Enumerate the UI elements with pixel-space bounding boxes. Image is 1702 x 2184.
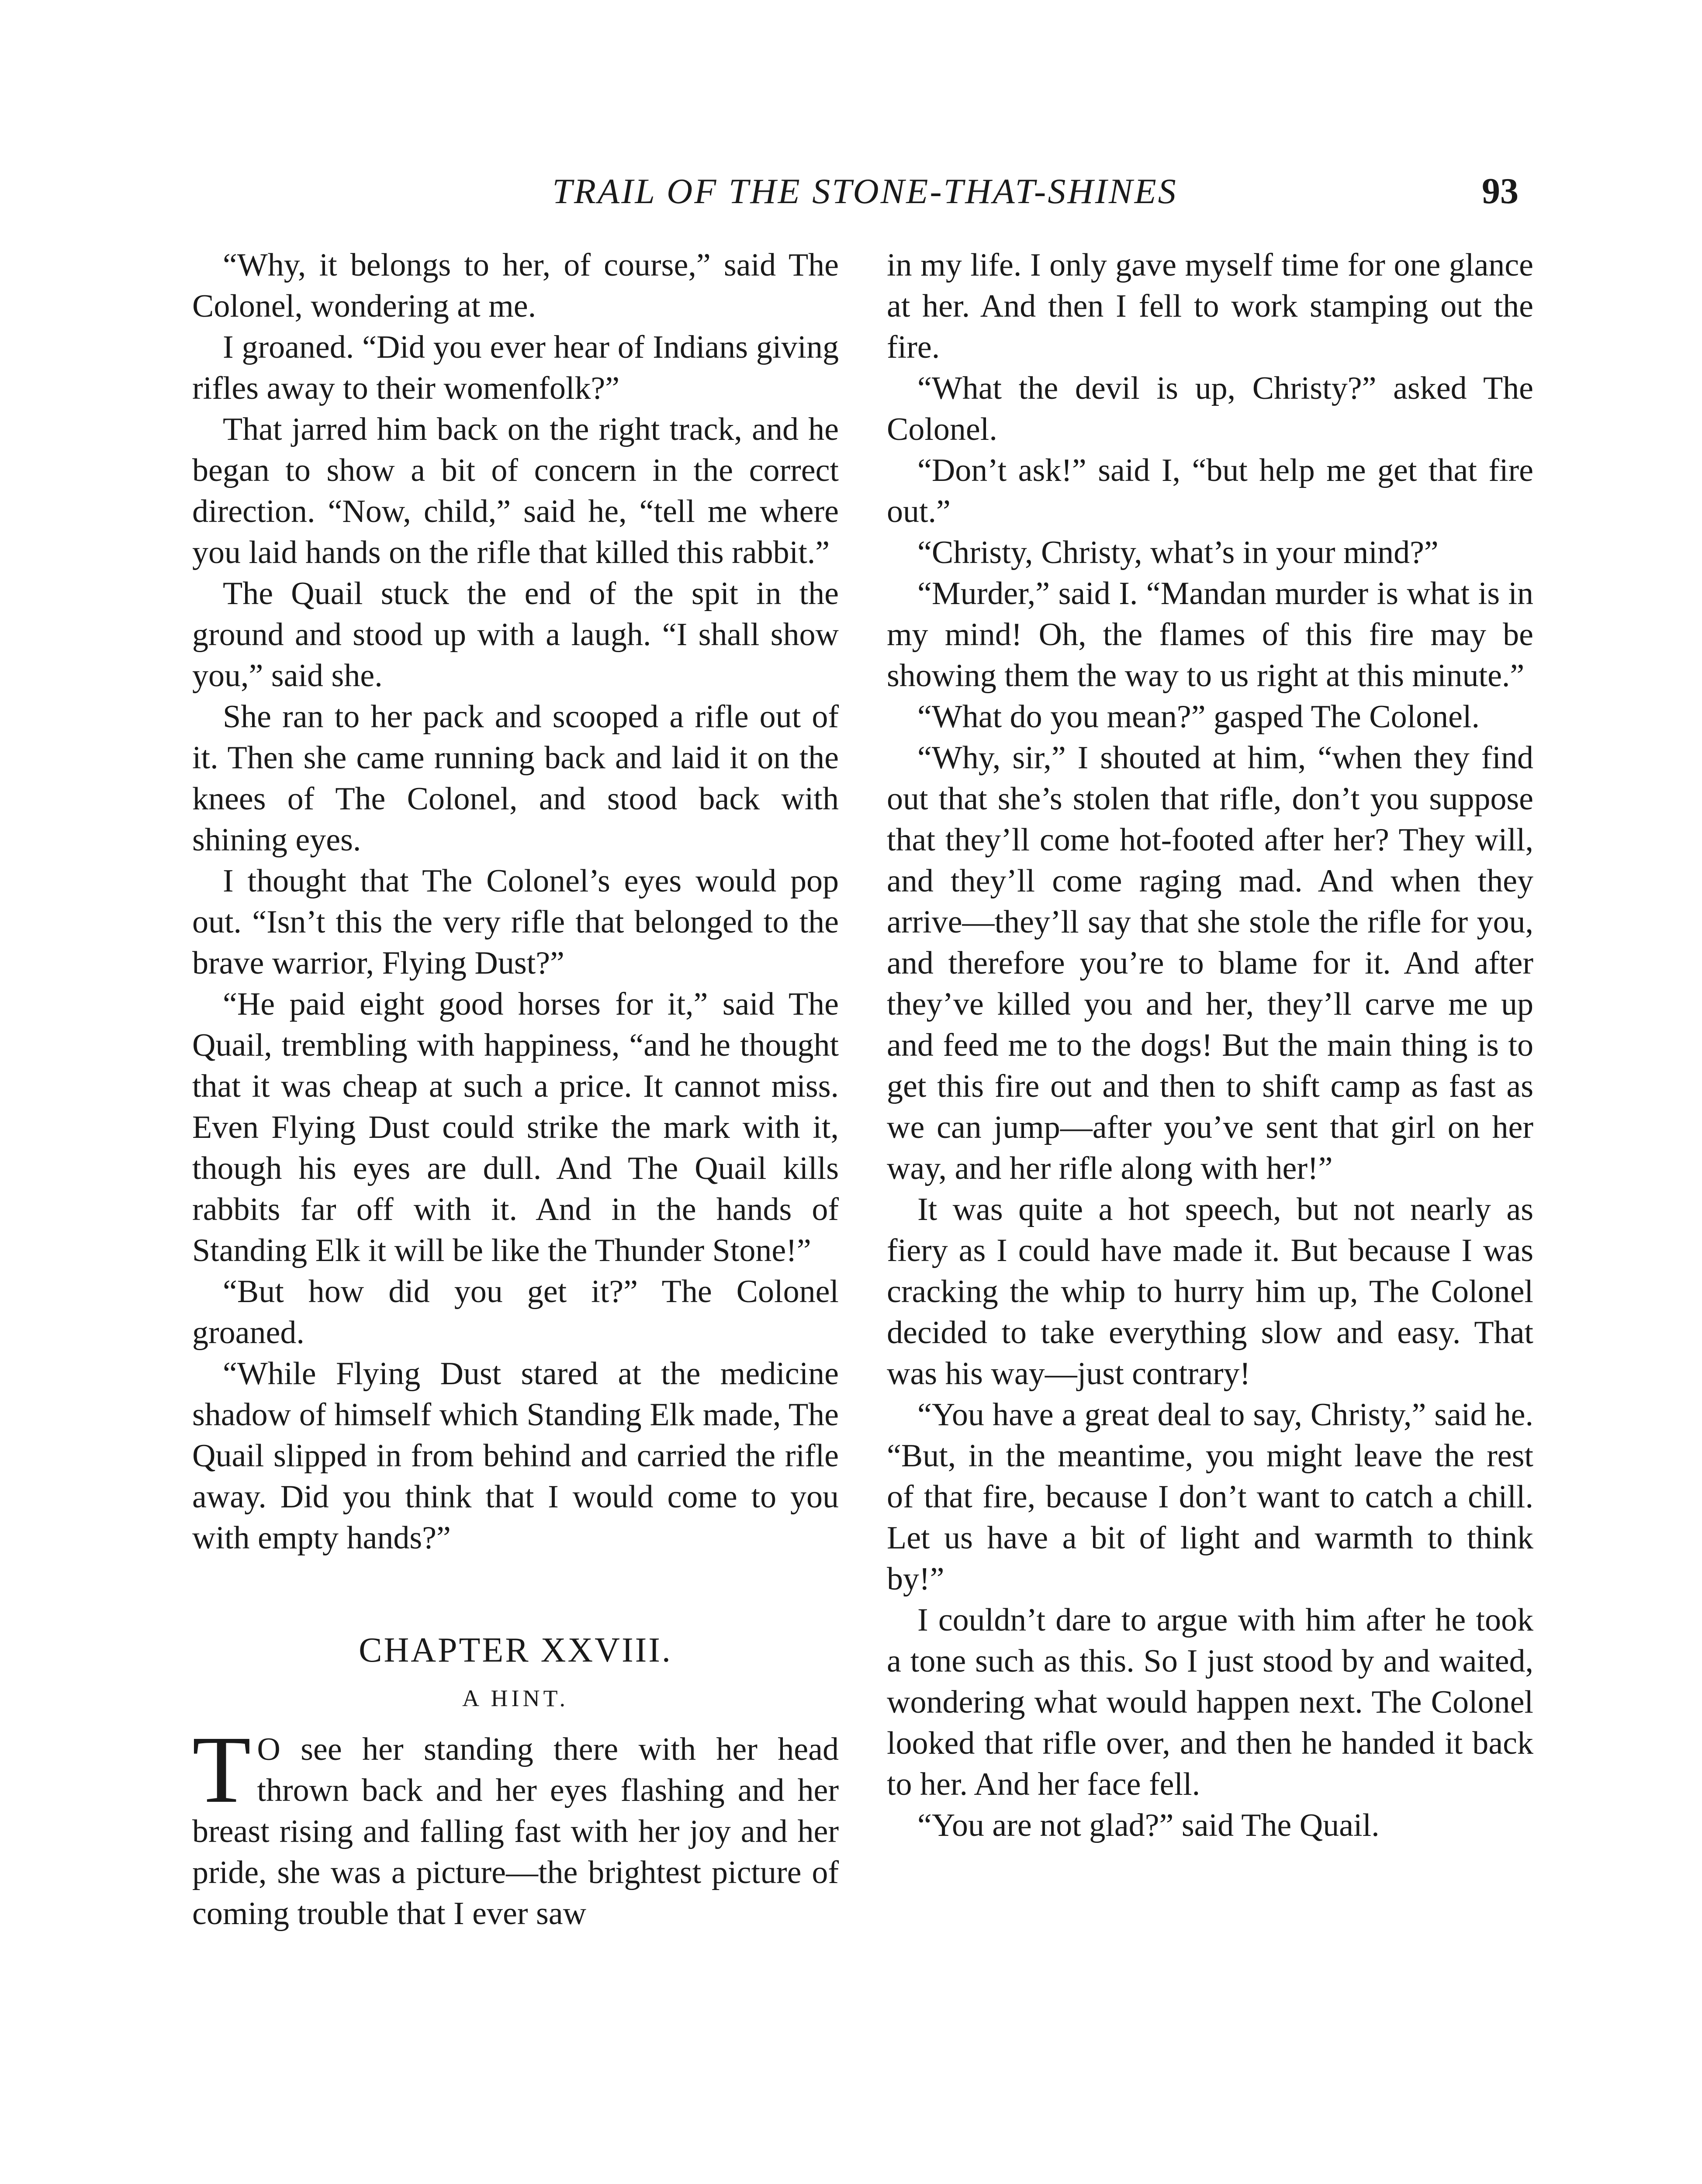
paragraph: I thought that The Colonel’s eyes would pop out. “Isn’t this the very rifle that belonged to the brave warrior, Flying Dust?” — [192, 863, 839, 981]
chapter-subtitle: A HINT. — [462, 1685, 569, 1711]
drop-cap: T — [192, 1716, 251, 1823]
chapter-title: CHAPTER XXVIII. — [359, 1631, 672, 1669]
page-number: 93 — [1482, 171, 1519, 211]
paragraph: “What do you mean?” gasped The Colonel. — [917, 699, 1480, 735]
paragraph: “Murder,” said I. “Mandan murder is what is in my mind! Oh, the flames of this fire may be showing them the way to us right at this minute.” — [887, 576, 1533, 694]
paragraph: I couldn’t dare to argue with him after he took a tone such as this. So I just stood by and waited, wondering what would happen next. The Colonel looked that rifle over, and then he handed it back to her. And her face fell. — [887, 1602, 1533, 1802]
paragraph-continued: in my life. I only gave myself time for one glance at her. And then I fell to work stamping out the fire. — [887, 247, 1533, 365]
running-head: TRAIL OF THE STONE-THAT-SHINES — [552, 171, 1178, 211]
paragraph: “Why, it belongs to her, of course,” said The Colonel, wondering at me. — [192, 247, 839, 324]
paragraph: “He paid eight good horses for it,” said The Quail, trembling with happiness, “and he thought that it was cheap at such a price. It cannot miss. Even Flying Dust could strike the mark with it, though his eyes are dull. And The Quail kills rabbits far off with it. And in the hands of Standing Elk it will be like the Thunder Stone!” — [192, 986, 839, 1268]
paragraph: “Don’t ask!” said I, “but help me get that fire out.” — [887, 453, 1533, 529]
paragraph: That jarred him back on the right track, and he began to show a bit of concern in the correct direction. “Now, child,” said he, “tell me where you laid hands on the rifle that killed this rabbit.” — [192, 411, 839, 570]
chapter-opening-paragraph — [192, 1716, 839, 1934]
paragraph: I groaned. “Did you ever hear of Indians giving rifles away to their womenfolk?” — [192, 329, 839, 406]
paragraph: “While Flying Dust stared at the medicine shadow of himself which Standing Elk made, The Quail slipped in from behind and carried the rifle away. Did you think that I would come to you with empty hands?” — [192, 1356, 839, 1556]
paragraph: “Christy, Christy, what’s in your mind?” — [917, 535, 1439, 570]
paragraph: “What the devil is up, Christy?” asked The Colonel. — [887, 370, 1533, 447]
paragraph: “Why, sir,” I shouted at him, “when they find out that she’s stolen that rifle, don’t you suppose that they’ll come hot-footed after her? They will, and they’ll come raging mad. And when they arrive—they’ll say that she stole the rifle for you, and therefore you’re to blame for it. And after they’ve killed you and her, they’ll carve me up and feed me to the dogs! But the main thing is to get this fire out and then to shift camp as fast as we can jump—after you’ve sent that girl on her way, and her rifle along with her!” — [887, 740, 1533, 1186]
paragraph: The Quail stuck the end of the spit in the ground and stood up with a laugh. “I shall show you,” said she. — [192, 576, 839, 694]
right-column — [887, 245, 1533, 1846]
left-column — [192, 245, 839, 1934]
paragraph: “But how did you get it?” The Colonel groaned. — [192, 1274, 839, 1351]
paragraph: “You are not glad?” said The Quail. — [917, 1807, 1380, 1843]
paragraph: “You have a great deal to say, Christy,” said he. “But, in the meantime, you might leave the rest of that fire, because I don’t want to catch a chill. Let us have a bit of light and warmth to think by!” — [887, 1397, 1533, 1597]
paragraph: It was quite a hot speech, but not nearly as fiery as I could have made it. But because I was cracking the whip to hurry him up, The Colonel decided to take everything slow and easy. That was his way—just contrary! — [887, 1192, 1533, 1392]
opening-text: O see her standing there with her head thrown back and her eyes flashing and her breast rising and falling fast with her joy and her pride, she was a picture—the brightest picture of coming trouble that I ever saw — [192, 1731, 839, 1932]
paragraph: She ran to her pack and scooped a rifle out of it. Then she came running back and laid it on the knees of The Colonel, and stood back with shining eyes. — [192, 699, 839, 858]
